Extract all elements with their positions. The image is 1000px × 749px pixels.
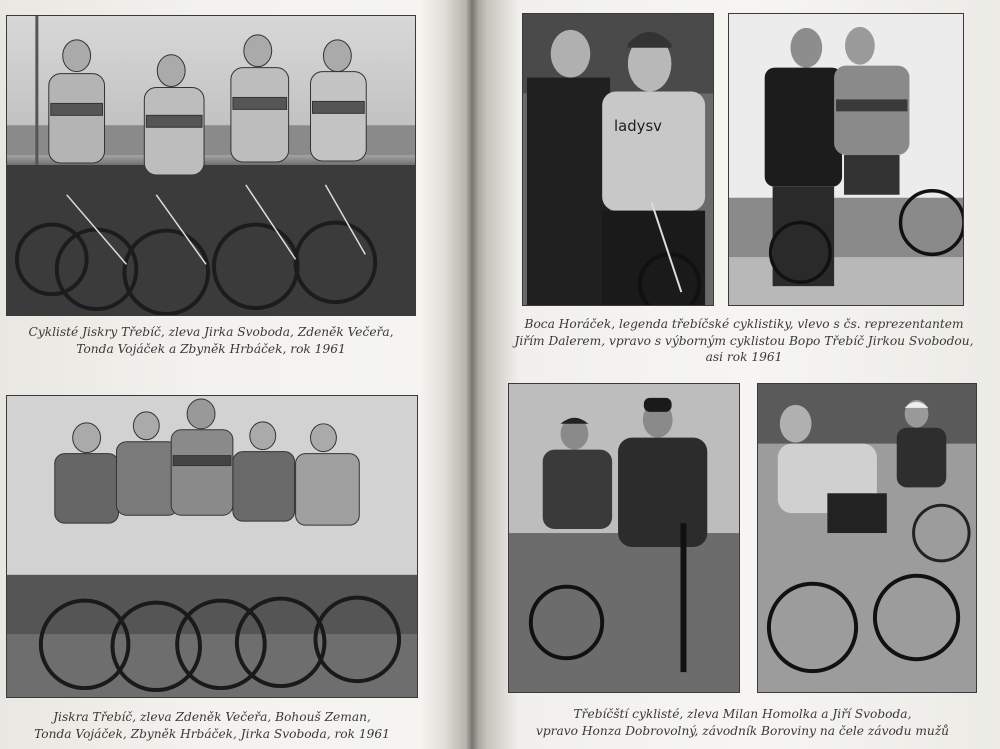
book-gutter	[445, 0, 515, 749]
caption-line: vpravo Honza Dobrovolný, závodník Boroviny na čele závodu mužů	[536, 723, 949, 738]
caption-line: Jiskra Třebíč, zleva Zdeněk Večeřa, Bohouš Zeman,	[53, 710, 371, 724]
photo-four-cyclists-standing	[6, 15, 416, 316]
photo-horacek-with-svoboda	[728, 13, 964, 306]
caption-line: Třebíčští cyklisté, zleva Milan Homolka a Jiří Svoboda,	[573, 707, 912, 721]
jersey-lettering: ladysv	[614, 117, 662, 136]
caption-line: Jiřím Dalerem, vpravo s výborným cyklistou Bopo Třebíč Jirkou Svobodou,	[514, 333, 974, 348]
caption-homolka-dobrovolny	[508, 706, 977, 739]
photo-five-cyclists	[6, 395, 418, 698]
caption-four-cyclists-standing	[6, 324, 416, 357]
caption-line: asi rok 1961	[705, 350, 783, 364]
photo-homolka-svoboda	[508, 383, 740, 693]
caption-line: Cyklisté Jiskry Třebíč, zleva Jirka Svoboda, Zdeněk Večeřa,	[28, 325, 394, 339]
caption-horacek	[514, 316, 974, 366]
photo-horacek-with-daler	[522, 13, 714, 306]
caption-line: Tonda Vojáček a Zbyněk Hrbáček, rok 1961	[76, 341, 346, 356]
caption-five-cyclists	[6, 709, 418, 742]
caption-line: Boca Horáček, legenda třebíčské cyklistiky, vlevo s čs. reprezentantem	[524, 317, 964, 331]
photo-dobrovolny-race	[757, 383, 977, 693]
caption-line: Tonda Vojáček, Zbyněk Hrbáček, Jirka Svoboda, rok 1961	[34, 726, 390, 741]
